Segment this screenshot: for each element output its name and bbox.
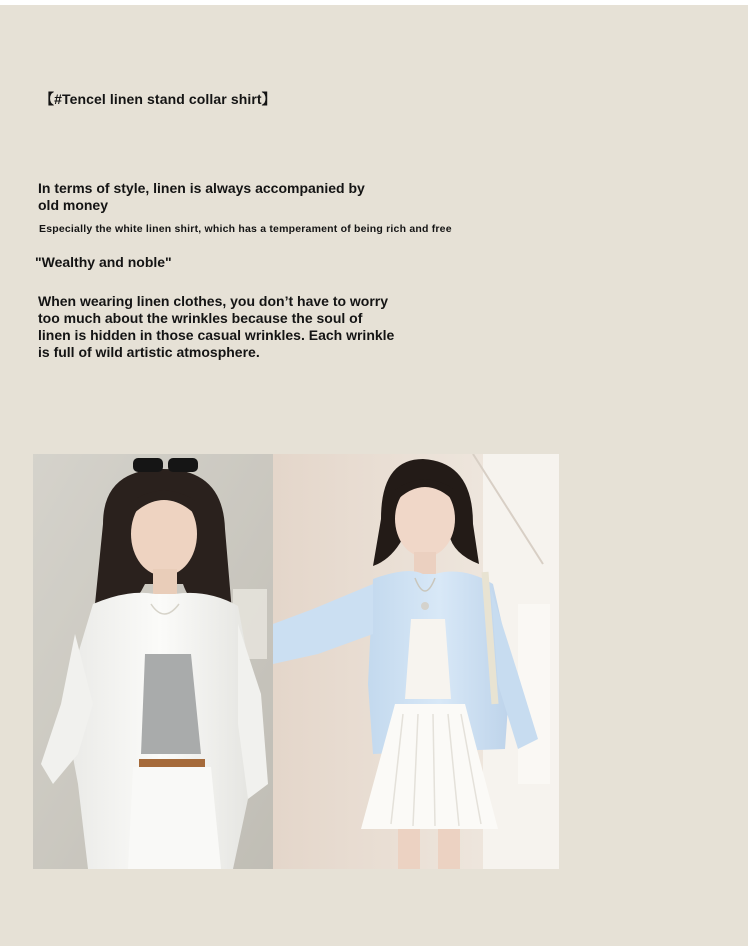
photo-strip bbox=[33, 454, 559, 869]
top-border bbox=[0, 0, 750, 5]
blue-linen-shirt-photo bbox=[273, 454, 559, 869]
quote-text: "Wealthy and noble" bbox=[35, 254, 172, 270]
product-headline: 【#Tencel linen stand collar shirt】 bbox=[40, 91, 276, 107]
white-linen-shirt-photo bbox=[33, 454, 273, 869]
subline-text: Especially the white linen shirt, which has a temperament of being rich and free bbox=[39, 223, 452, 235]
intro-text: In terms of style, linen is always accompanied by old money bbox=[38, 180, 365, 213]
body-paragraph: When wearing linen clothes, you don’t have to worry too much about the wrinkles because the soul of linen is hidden in those casual wrinkles. Each wrinkle is full of wild artistic atmosphere. bbox=[38, 293, 395, 360]
